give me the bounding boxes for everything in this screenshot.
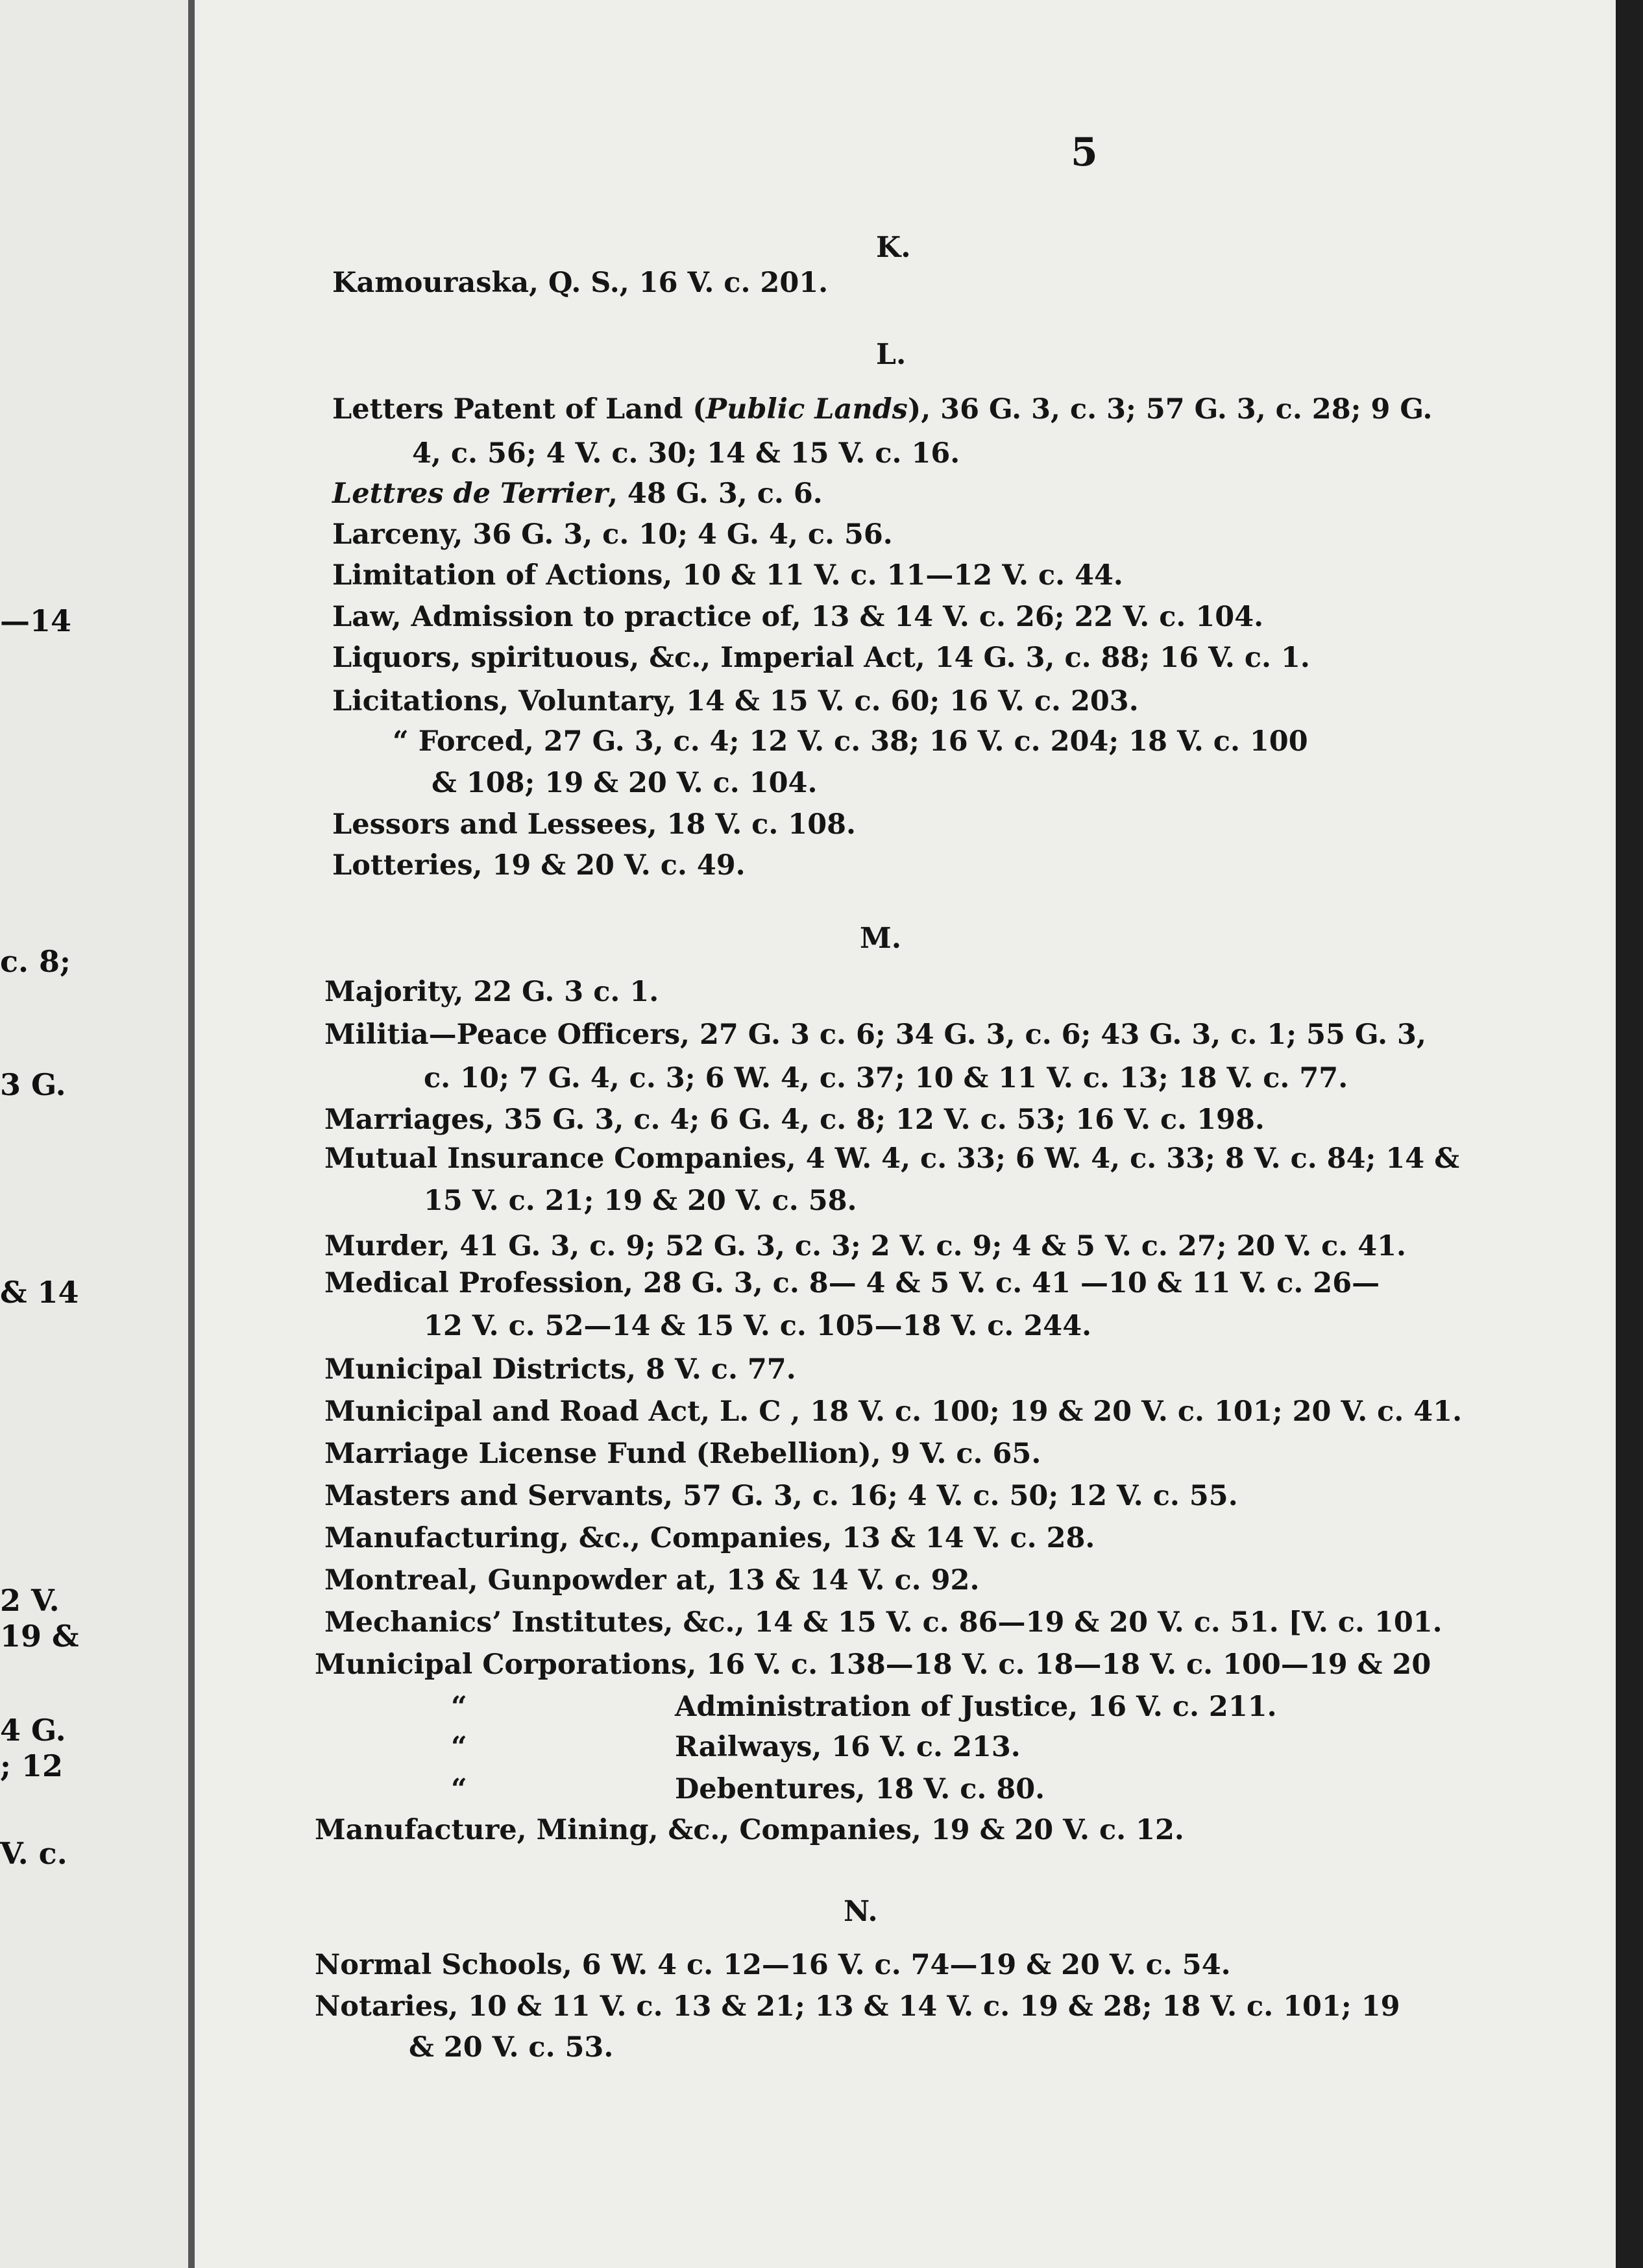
margin-fragment: —14: [0, 603, 72, 638]
index-entry: Municipal and Road Act, L. C , 18 V. c. 100; 19 & 20 V. c. 101; 20 V. c. 41.: [324, 1395, 1463, 1428]
index-entry: Municipal Districts, 8 V. c. 77.: [324, 1353, 796, 1386]
index-entry: Normal Schools, 6 W. 4 c. 12—16 V. c. 74—19 & 20 V. c. 54.: [315, 1949, 1231, 1981]
index-entry-sub: Administration of Justice, 16 V. c. 211.: [675, 1691, 1277, 1723]
index-entry: Lettres de Terrier, 48 G. 3, c. 6.: [332, 477, 823, 510]
index-entry-continuation: 4, c. 56; 4 V. c. 30; 14 & 15 V. c. 16.: [412, 437, 960, 470]
index-entry: Masters and Servants, 57 G. 3, c. 16; 4 V. c. 50; 12 V. c. 55.: [324, 1480, 1238, 1512]
facing-page-strip: [0, 0, 188, 2268]
index-entry: Militia—Peace Officers, 27 G. 3 c. 6; 34 G. 3, c. 6; 43 G. 3, c. 1; 55 G. 3,: [324, 1019, 1426, 1051]
ditto-mark: “: [451, 1773, 467, 1805]
index-entry-continuation: 12 V. c. 52—14 & 15 V. c. 105—18 V. c. 244.: [424, 1310, 1092, 1342]
page-number: 5: [1071, 130, 1098, 175]
scan-edge: [1616, 0, 1643, 2268]
index-entry: Law, Admission to practice of, 13 & 14 V. c. 26; 22 V. c. 104.: [332, 601, 1264, 633]
index-entry: Liquors, spirituous, &c., Imperial Act, 14 G. 3, c. 88; 16 V. c. 1.: [332, 642, 1310, 674]
margin-fragment: 19 &: [0, 1619, 79, 1654]
section-letter-n: N.: [844, 1895, 878, 1928]
index-entry: Kamouraska, Q. S., 16 V. c. 201.: [332, 267, 829, 299]
margin-fragment: V. c.: [0, 1836, 67, 1871]
index-entry-sub: Railways, 16 V. c. 213.: [675, 1731, 1021, 1763]
margin-fragment: ; 12: [0, 1748, 64, 1783]
index-entry-continuation: & 108; 19 & 20 V. c. 104.: [432, 767, 818, 799]
index-entry-continuation: c. 10; 7 G. 4, c. 3; 6 W. 4, c. 37; 10 & 11 V. c. 13; 18 V. c. 77.: [424, 1062, 1348, 1094]
margin-fragment: 2 V.: [0, 1583, 60, 1618]
margin-fragment: & 14: [0, 1275, 79, 1310]
index-entry: Medical Profession, 28 G. 3, c. 8— 4 & 5 V. c. 41 —10 & 11 V. c. 26—: [324, 1267, 1380, 1299]
section-letter-l: L.: [876, 338, 907, 371]
ditto-mark: “: [451, 1691, 467, 1723]
index-entry: Notaries, 10 & 11 V. c. 13 & 21; 13 & 14 V. c. 19 & 28; 18 V. c. 101; 19: [315, 1990, 1400, 2023]
index-entry: Larceny, 36 G. 3, c. 10; 4 G. 4, c. 56.: [332, 518, 893, 551]
section-letter-m: M.: [860, 922, 902, 955]
index-entry-ditto: “ Forced, 27 G. 3, c. 4; 12 V. c. 38; 16 V. c. 204; 18 V. c. 100: [393, 725, 1308, 758]
index-entry: Mechanics’ Institutes, &c., 14 & 15 V. c. 86—19 & 20 V. c. 51. [V. c. 101.: [324, 1606, 1442, 1639]
index-entry-continuation: & 20 V. c. 53.: [409, 2031, 614, 2064]
index-entry: Marriages, 35 G. 3, c. 4; 6 G. 4, c. 8; 12 V. c. 53; 16 V. c. 198.: [324, 1104, 1265, 1136]
index-entry-continuation: 15 V. c. 21; 19 & 20 V. c. 58.: [424, 1185, 857, 1217]
index-entry: Majority, 22 G. 3 c. 1.: [324, 976, 659, 1008]
page-gutter: [188, 0, 195, 2268]
index-entry: Marriage License Fund (Rebellion), 9 V. c. 65.: [324, 1438, 1041, 1470]
index-entry: Municipal Corporations, 16 V. c. 138—18 V. c. 18—18 V. c. 100—19 & 20: [315, 1648, 1431, 1681]
index-entry-sub: Debentures, 18 V. c. 80.: [675, 1773, 1045, 1805]
margin-fragment: c. 8;: [0, 944, 71, 979]
index-entry: Letters Patent of Land (Public Lands), 36 G. 3, c. 3; 57 G. 3, c. 28; 9 G.: [332, 393, 1433, 426]
index-entry: Lessors and Lessees, 18 V. c. 108.: [332, 808, 857, 841]
index-entry: Mutual Insurance Companies, 4 W. 4, c. 33; 6 W. 4, c. 33; 8 V. c. 84; 14 &: [324, 1142, 1460, 1175]
index-entry: Montreal, Gunpowder at, 13 & 14 V. c. 92.: [324, 1564, 980, 1597]
section-letter-k: K.: [876, 231, 911, 264]
index-entry: Lotteries, 19 & 20 V. c. 49.: [332, 849, 746, 882]
index-entry: Limitation of Actions, 10 & 11 V. c. 11—12 V. c. 44.: [332, 559, 1123, 592]
margin-fragment: 3 G.: [0, 1067, 66, 1102]
index-entry: Manufacturing, &c., Companies, 13 & 14 V. c. 28.: [324, 1522, 1095, 1554]
ditto-mark: “: [451, 1731, 467, 1763]
index-entry: Licitations, Voluntary, 14 & 15 V. c. 60; 16 V. c. 203.: [332, 685, 1139, 718]
index-entry: Manufacture, Mining, &c., Companies, 19 & 20 V. c. 12.: [315, 1814, 1184, 1846]
index-entry: Murder, 41 G. 3, c. 9; 52 G. 3, c. 3; 2 V. c. 9; 4 & 5 V. c. 27; 20 V. c. 41.: [324, 1230, 1407, 1262]
margin-fragment: 4 G.: [0, 1713, 66, 1748]
document-page: [195, 0, 1616, 2268]
